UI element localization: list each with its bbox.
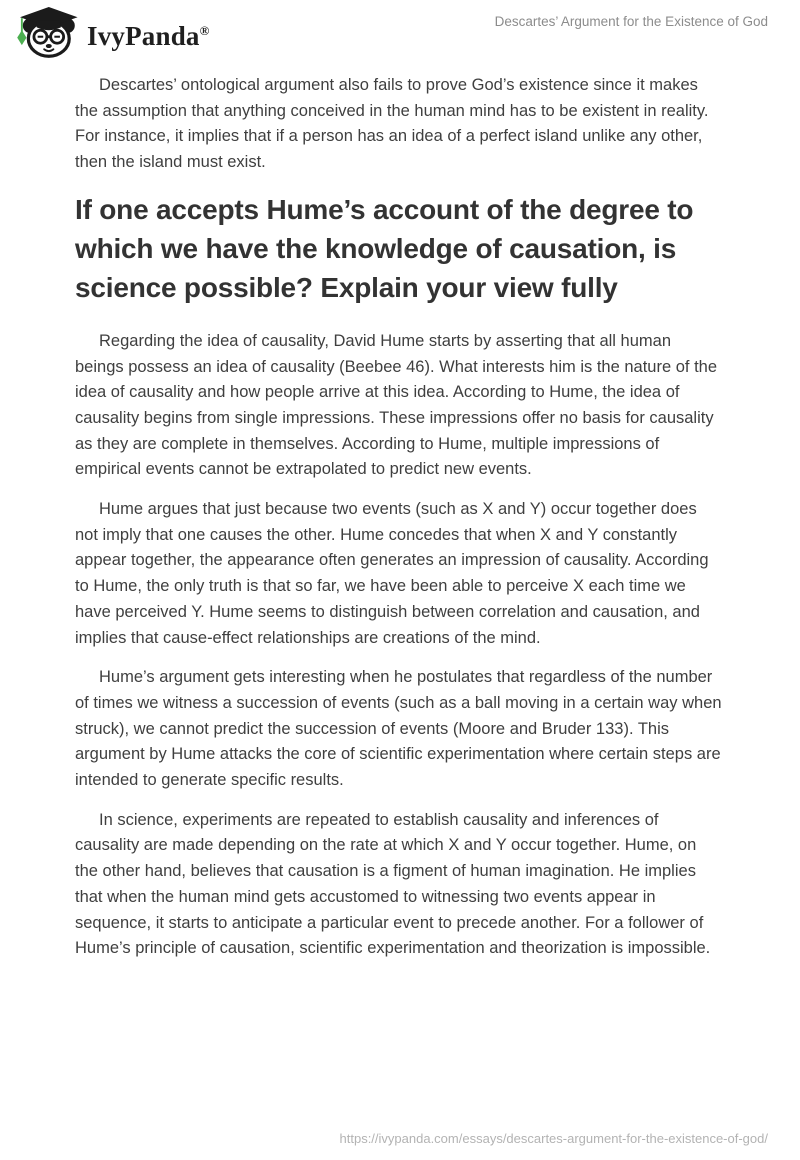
essay-question-heading: If one accepts Hume’s account of the degree to which we have the knowledge of causation, is science possible? Explain your view fully [75,193,694,303]
registered-mark: ® [199,22,210,38]
brand[interactable] [14,7,210,59]
brand-name [87,17,210,50]
paragraph-intro: Descartes’ ontological argument also fails to prove God’s existence since it makes the assumption that anything conceived in the human mind has to be existent in reality. For instance, it implies that if a person has an idea of a perfect island unlike any other, then the island must exist. [75,76,709,172]
paragraph-science-experiments: In science, experiments are repeated to establish causality and inferences of causality are made depending on the rate at which X and Y occur together. Hume, on the other hand, believes that causation is a figment of human imagination. He implies that when the human mind gets accustomed to witnessing two events appear in sequence, it starts to anticipate a particular event to precede another. For a follower of Hume’s principle of causation, scientific experimentation and theorization is impossible. [75,810,711,958]
essay-content [75,73,723,976]
paragraph-two-events: Hume argues that just because two events (such as X and Y) occur together does not imply that one causes the other. Hume concedes that when X and Y constantly appear together, the appearance often generates an impression of causality. According to Hume, the only truth is that so far, we have been able to perceive X each time we have perceived Y. Hume seems to distinguish between correlation and causation, and implies that cause-effect relationships are creations of the mind. [75,500,709,647]
page-header [0,0,800,66]
ivypanda-panda-logo-icon [14,7,78,59]
document-title: Descartes’ Argument for the Existence of God [494,14,768,29]
source-url-link[interactable]: https://ivypanda.com/essays/descartes-argument-for-the-existence-of-god/ [339,1131,768,1146]
paragraph-hume-causality: Regarding the idea of causality, David Hume starts by asserting that all human beings possess an idea of causality (Beebee 46). What interests him is the nature of the idea of causality and how people arrive at this idea. According to Hume, the idea of causality begins from single impressions. These impressions offer no basis for causality as they are complete in themselves. According to Hume, multiple impressions of empirical events cannot be extrapolated to predict new events. [75,331,718,479]
brand-text: IvyPanda [87,20,200,51]
paragraph-succession-events: Hume’s argument gets interesting when he postulates that regardless of the number of times we witness a succession of events (such as a ball moving in a certain way when struck), we cannot predict the succession of events (Moore and Bruder 133). This argument by Hume attacks the core of scientific experimentation where certain steps are intended to generate specific results. [75,668,722,790]
